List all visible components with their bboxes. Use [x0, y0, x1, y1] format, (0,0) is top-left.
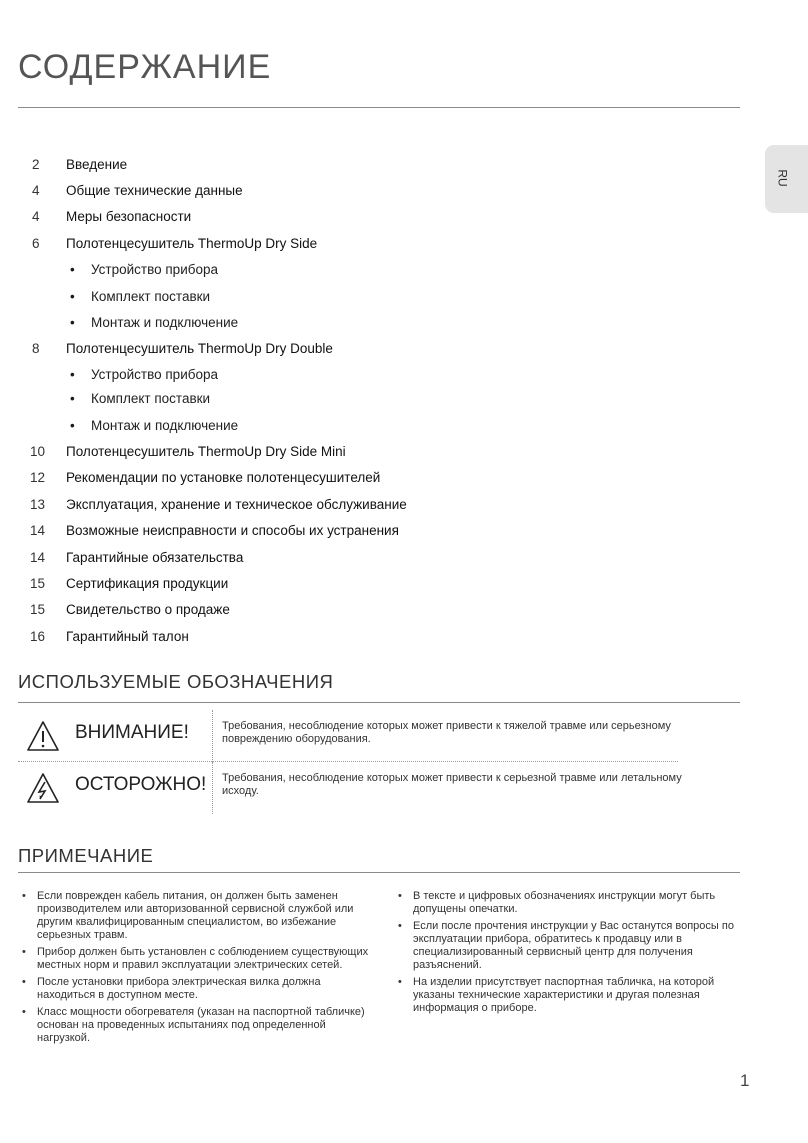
symbols-heading: ИСПОЛЬЗУЕМЫЕ ОБОЗНАЧЕНИЯ: [18, 671, 334, 692]
toc-page-number: 12: [30, 470, 46, 485]
note-heading: ПРИМЕЧАНИЕ: [18, 845, 154, 866]
note-item: • Класс мощности обогревателя (указан на паспортной табличке) основан на проведенных испытаниях под определенной нагрузкой.: [19, 1006, 371, 1045]
toc-page-number: 10: [30, 444, 46, 459]
symbol-description: Требования, несоблюдение которых может привести к серьезной травме или летальному исходу.: [222, 772, 682, 797]
toc-subitem-label: Устройство прибора: [91, 367, 218, 382]
note-item: • После установки прибора электрическая вилка должна находиться в доступном месте.: [19, 976, 371, 1002]
note-item: • На изделии присутствует паспортная табличка, на которой указаны технические характеристики и другая полезная информация о приборе.: [395, 976, 740, 1015]
toc-page-number: 4: [32, 183, 40, 198]
toc-subitem-label: Устройство прибора: [91, 262, 218, 277]
toc-entry-title: Введение: [66, 157, 128, 172]
toc-entry-title: Меры безопасности: [66, 209, 192, 224]
toc-page-number: 15: [30, 602, 46, 617]
toc-entry-title: Эксплуатация, хранение и техническое обслуживание: [66, 497, 407, 512]
toc-entry-title: Общие технические данные: [66, 183, 243, 198]
toc-subitem-label: Комплект поставки: [91, 289, 211, 304]
note-item: • Если поврежден кабель питания, он должен быть заменен производителем или авторизованной сервисной службой или другим квалифицированным специалистом, во избежание серьезных травм.: [19, 890, 371, 942]
symbol-label: ВНИМАНИЕ!: [75, 722, 189, 743]
page-number: 1: [740, 1071, 750, 1090]
toc-page-number: 16: [30, 629, 46, 644]
toc-entry-title: Возможные неисправности и способы их устранения: [66, 523, 399, 538]
toc-page-number: 14: [30, 550, 46, 565]
symbol-description: Требования, несоблюдение которых может привести к тяжелой травме или серьезному повреждению оборудования.: [222, 720, 671, 745]
note-item: • В тексте и цифровых обозначениях инструкции могут быть допущены опечатки.: [395, 890, 740, 916]
toc-page-number: 15: [30, 576, 46, 591]
symbol-row-warning: [18, 710, 740, 762]
notes-left-column: [19, 890, 371, 1049]
toc-subitem-label: Монтаж и подключение: [91, 418, 239, 433]
bullet-icon: •: [70, 262, 75, 277]
toc-page-number: 14: [30, 523, 46, 538]
toc-page-number: 2: [32, 157, 40, 172]
symbol-row-danger: [18, 762, 740, 814]
toc-entry-title: Гарантийные обязательства: [66, 550, 244, 565]
symbol-label: ОСТОРОЖНО!: [75, 774, 207, 795]
toc-entry-title: Свидетельство о продаже: [66, 602, 230, 617]
bullet-icon: •: [70, 391, 75, 406]
note-item: • Прибор должен быть установлен с соблюдением существующих местных норм и правил эксплуатации электрических сетей.: [19, 946, 371, 972]
bullet-icon: •: [70, 418, 75, 433]
toc-page-number: 4: [32, 209, 40, 224]
toc-entry-title: Полотенцесушитель ThermoUp Dry Double: [66, 341, 333, 356]
symbol-divider: [212, 762, 213, 814]
symbols-divider: [18, 702, 740, 703]
electric-hazard-icon: [26, 772, 60, 804]
toc-entry-title: Полотенцесушитель ThermoUp Dry Side Mini: [66, 444, 346, 459]
notes-right-column: [395, 890, 740, 1019]
warning-triangle-icon: [26, 720, 60, 752]
note-divider: [18, 872, 740, 873]
bullet-icon: •: [70, 367, 75, 382]
page-title: СОДЕРЖАНИЕ: [18, 48, 272, 86]
toc-subitem-label: Монтаж и подключение: [91, 315, 239, 330]
bullet-icon: •: [70, 315, 75, 330]
symbol-divider: [212, 710, 213, 762]
language-tab-label: RU: [775, 169, 790, 187]
toc-entry-title: Полотенцесушитель ThermoUp Dry Side: [66, 236, 318, 251]
language-tab[interactable]: [765, 145, 808, 213]
toc-page-number: 6: [32, 236, 40, 251]
note-item: • Если после прочтения инструкции у Вас останутся вопросы по эксплуатации прибора, обратитесь к продавцу или в специализированный сервисный центр для получения разъяснений.: [395, 920, 740, 972]
toc-entry-title: Гарантийный талон: [66, 629, 189, 644]
bullet-icon: •: [70, 289, 75, 304]
toc-page-number: 8: [32, 341, 40, 356]
toc-page-number: 13: [30, 497, 46, 512]
toc-entry-title: Сертификация продукции: [66, 576, 229, 591]
toc-entry-title: Рекомендации по установке полотенцесушителей: [66, 470, 381, 485]
toc-subitem-label: Комплект поставки: [91, 391, 211, 406]
